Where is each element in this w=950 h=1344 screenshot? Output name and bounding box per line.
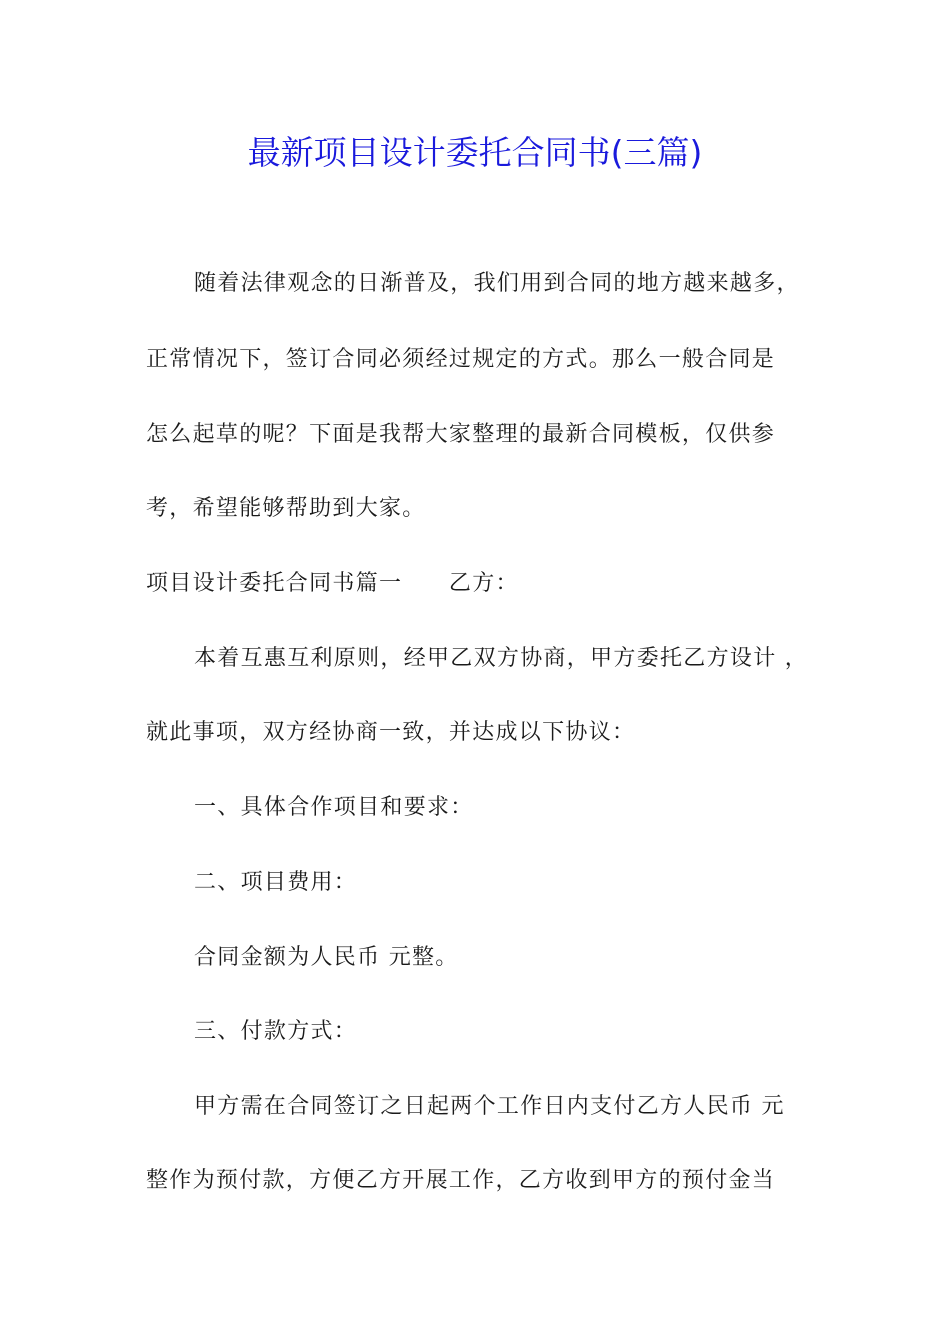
paragraph-line: 就此事项，双方经协商一致，并达成以下协议： — [146, 720, 636, 745]
paragraph-line: 考，希望能够帮助到大家。 — [146, 496, 426, 521]
paragraph-line: 整作为预付款，方便乙方开展工作，乙方收到甲方的预付金当 — [146, 1168, 776, 1193]
document-title: 最新项目设计委托合同书(三篇) — [247, 133, 703, 172]
paragraph-line: 甲方需在合同签订之日起两个工作日内支付乙方人民币 元 — [194, 1094, 785, 1119]
clause-heading: 二、项目费用： — [194, 870, 358, 895]
paragraph-line: 合同金额为人民币 元整。 — [194, 945, 459, 970]
paragraph-line: 正常情况下，签订合同必须经过规定的方式。那么一般合同是 — [146, 347, 776, 372]
clause-heading: 一、具体合作项目和要求： — [194, 795, 474, 820]
clause-heading: 三、付款方式： — [194, 1019, 358, 1044]
section-heading: 项目设计委托合同书篇一 乙方： — [146, 571, 519, 596]
paragraph-line: 本着互惠互利原则，经甲乙双方协商，甲方委托乙方设计 ， — [194, 646, 809, 671]
paragraph-line: 怎么起草的呢？下面是我帮大家整理的最新合同模板，仅供参 — [146, 422, 776, 447]
paragraph-line: 随着法律观念的日渐普及，我们用到合同的地方越来越多， — [194, 271, 800, 296]
